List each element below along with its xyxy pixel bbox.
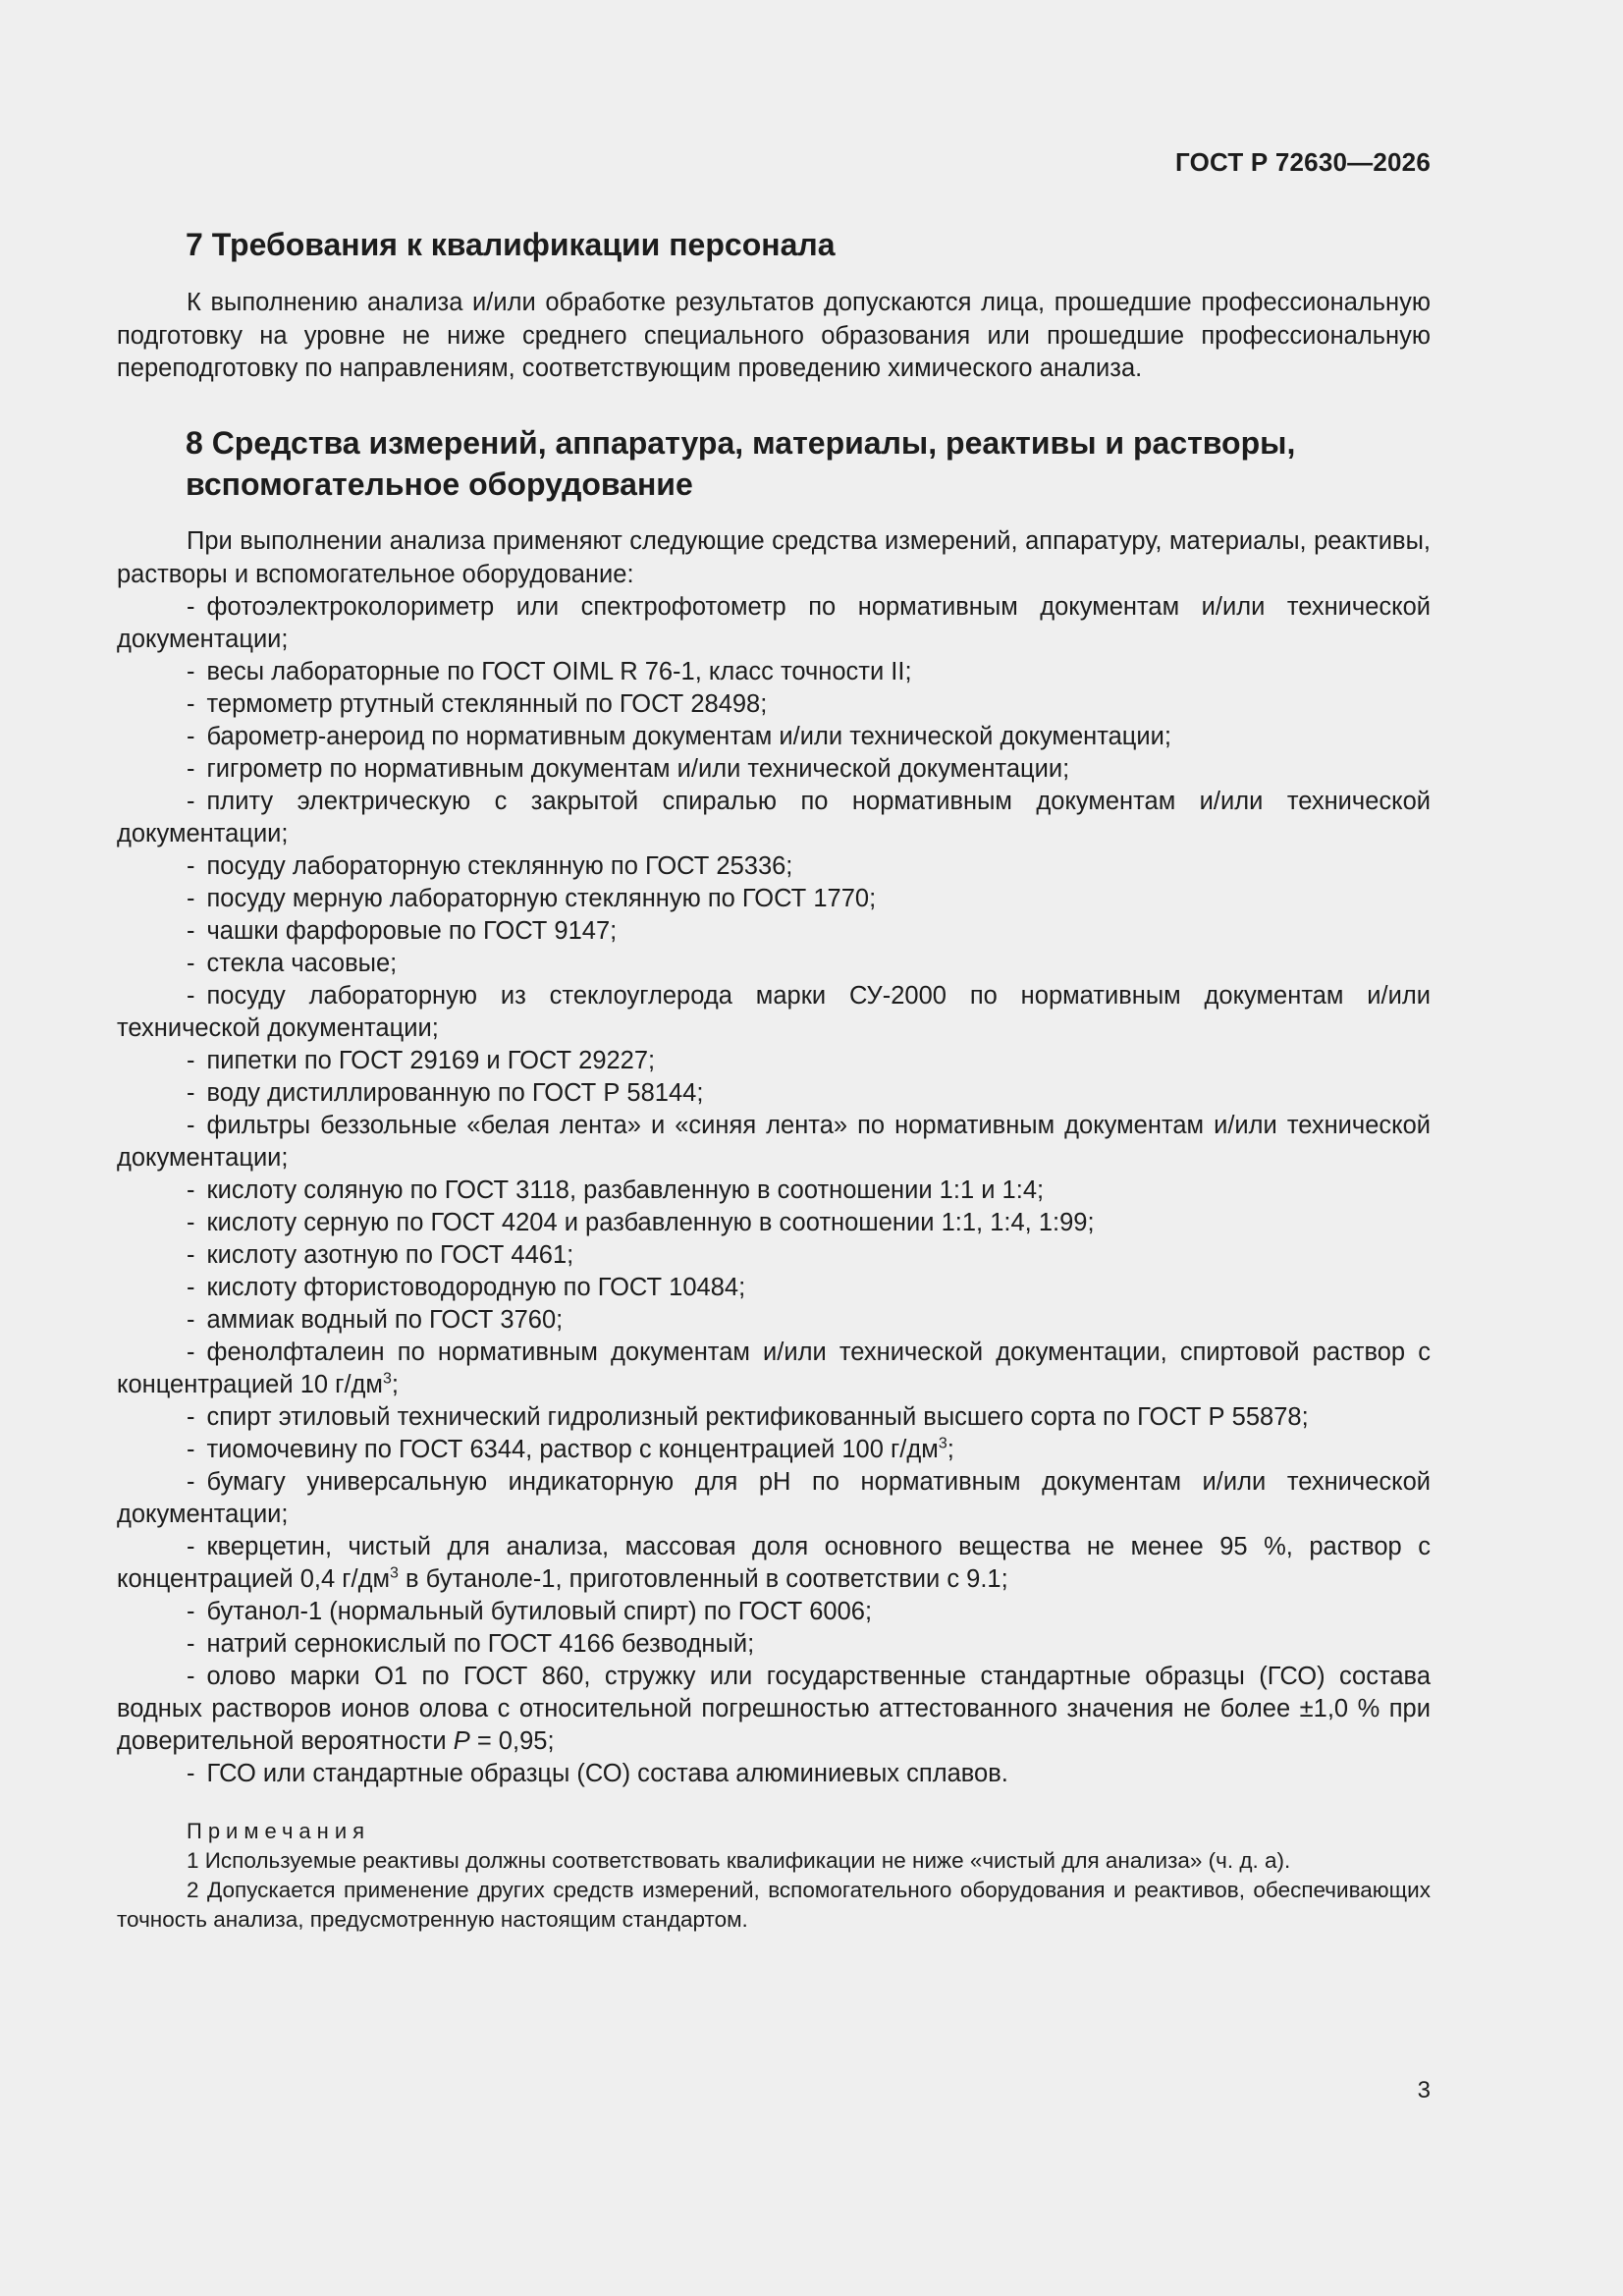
list-dash: - <box>187 1306 195 1334</box>
superscript: 3 <box>382 1370 392 1388</box>
list-item: - посуду лабораторную стеклянную по ГОСТ 25336; <box>187 852 793 880</box>
note-1: 1 Используемые реактивы должны соответствовать квалификации не ниже «чистый для анализа» (ч. д. а). <box>187 1848 1291 1873</box>
list-item: - аммиак водный по ГОСТ 3760; <box>187 1306 564 1334</box>
section-7-paragraph: К выполнению анализа и/или обработке результатов допускаются лица, прошедшие профессиональную подготовку на уровне не ниже среднего специального образования или прошедшие профессиональную переподготовку по направлениям, соответствующим проведению химического анализа. <box>117 289 1431 382</box>
list-item: - воду дистиллированную по ГОСТ Р 58144; <box>187 1079 704 1107</box>
page-number: 3 <box>1417 2077 1431 2104</box>
list-dash: - <box>187 1436 195 1463</box>
section-8-intro: При выполнении анализа применяют следующие средства измерений, аппаратуру, материалы, реактивы, растворы и вспомогательное оборудование: <box>117 527 1431 588</box>
list-dash: - <box>187 1760 195 1787</box>
list-dash: - <box>187 1630 195 1658</box>
list-dash: - <box>187 658 195 685</box>
list-item: - тиомочевину по ГОСТ 6344, раствор с концентрацией 100 $г/дм^3$; <box>187 1435 954 1463</box>
list-dash: - <box>187 1176 195 1204</box>
list-item: - стекла часовые; <box>187 950 398 977</box>
list-dash: - <box>187 1274 195 1301</box>
section-8-title-line2: вспомогательное оборудование <box>186 466 693 502</box>
list-dash: - <box>187 1209 195 1236</box>
list-item: - посуду мерную лабораторную стеклянную по ГОСТ 1770; <box>187 885 877 912</box>
list-item: - кислоту серную по ГОСТ 4204 и разбавленную в соотношении 1:1, 1:4, 1:99; <box>187 1209 1095 1236</box>
section-8-body <box>117 525 1431 1790</box>
list-dash: - <box>187 1112 195 1139</box>
list-item: - кверцетин, чистый для анализа, массовая доля основного вещества не менее 95 %, раствор с концентрацией 0,4 $г/дм^3$ в бутаноле-1, приготовленный в соответствии с 9.1; <box>117 1533 1431 1593</box>
list-item: - бутанол-1 (нормальный бутиловый спирт) по ГОСТ 6006; <box>187 1598 873 1625</box>
list-dash: - <box>187 755 195 783</box>
list-dash: - <box>187 917 195 945</box>
list-item: - олово марки О1 по ГОСТ 860, стружку или государственные стандартные образцы (ГСО) состава водных растворов ионов олова с относительной погрешностью аттестованного значения не более ±1,0 % при доверительной вероятности P = 0,95; <box>117 1663 1431 1755</box>
list-item: - чашки фарфоровые по ГОСТ 9147; <box>187 917 618 945</box>
superscript: 3 <box>390 1564 399 1582</box>
list-dash: - <box>187 1533 195 1560</box>
list-dash: - <box>187 1047 195 1074</box>
list-dash: - <box>187 788 195 815</box>
list-dash: - <box>187 690 195 718</box>
list-dash: - <box>187 1468 195 1496</box>
list-item: - фенолфталеин по нормативным документам и/или технической документации, спиртовой раствор с концентрацией 10 $г/дм^3$; <box>117 1339 1431 1398</box>
list-item: - гигрометр по нормативным документам и/или технической документации; <box>187 755 1070 783</box>
list-item: - весы лабораторные по ГОСТ OIML R 76-1, класс точности II; <box>187 658 912 685</box>
list-dash: - <box>187 852 195 880</box>
list-dash: - <box>187 982 195 1010</box>
list-dash: - <box>187 1598 195 1625</box>
list-dash: - <box>187 723 195 750</box>
notes-heading: Примечания <box>187 1819 371 1843</box>
list-item: - ГСО или стандартные образцы (СО) состава алюминиевых сплавов. <box>187 1760 1008 1787</box>
list-item: - кислоту фтористоводородную по ГОСТ 10484; <box>187 1274 746 1301</box>
list-item: - термометр ртутный стеклянный по ГОСТ 28498; <box>187 690 768 718</box>
italic-p: P <box>453 1727 470 1755</box>
list-item: - фильтры беззольные «белая лента» и «синяя лента» по нормативным документам и/или технической документации; <box>117 1112 1431 1172</box>
section-8-title-line1: 8 Средства измерений, аппаратура, материалы, реактивы и растворы, <box>186 425 1296 461</box>
list-dash: - <box>187 1339 195 1366</box>
list-item: - кислоту соляную по ГОСТ 3118, разбавленную в соотношении 1:1 и 1:4; <box>187 1176 1045 1204</box>
list-dash: - <box>187 950 195 977</box>
notes-block <box>117 1817 1431 1935</box>
section-7-title: 7 Требования к квалификации персонала <box>186 227 836 262</box>
list-item: - фотоэлектроколориметр или спектрофотометр по нормативным документам и/или технической документации; <box>117 593 1431 653</box>
list-item: - бумагу универсальную индикаторную для pH по нормативным документам и/или технической документации; <box>117 1468 1431 1528</box>
note-2: 2 Допускается применение других средств измерений, вспомогательного оборудования и реактивов, обеспечивающих точность анализа, предусмотренную настоящим стандартом. <box>117 1878 1431 1932</box>
list-item: - пипетки по ГОСТ 29169 и ГОСТ 29227; <box>187 1047 656 1074</box>
list-dash: - <box>187 1403 195 1431</box>
section-7-body <box>117 287 1431 386</box>
list-dash: - <box>187 1079 195 1107</box>
list-dash: - <box>187 1241 195 1269</box>
list-item: - кислоту азотную по ГОСТ 4461; <box>187 1241 574 1269</box>
list-dash: - <box>187 885 195 912</box>
list-item: - натрий сернокислый по ГОСТ 4166 безводный; <box>187 1630 755 1658</box>
superscript: 3 <box>938 1435 947 1452</box>
list-item: - барометр-анероид по нормативным документам и/или технической документации; <box>187 723 1171 750</box>
equipment-list <box>117 591 1431 1790</box>
list-dash: - <box>187 1663 195 1690</box>
list-dash: - <box>187 593 195 621</box>
list-item: - спирт этиловый технический гидролизный ректификованный высшего сорта по ГОСТ Р 55878; <box>187 1403 1309 1431</box>
list-item: - посуду лабораторную из стеклоуглерода марки СУ-2000 по нормативным документам и/или технической документации; <box>117 982 1431 1042</box>
document-code: ГОСТ Р 72630—2026 <box>1175 147 1431 177</box>
list-item: - плиту электрическую с закрытой спиралью по нормативным документам и/или технической документации; <box>117 788 1431 847</box>
section-8-title <box>117 422 1431 505</box>
